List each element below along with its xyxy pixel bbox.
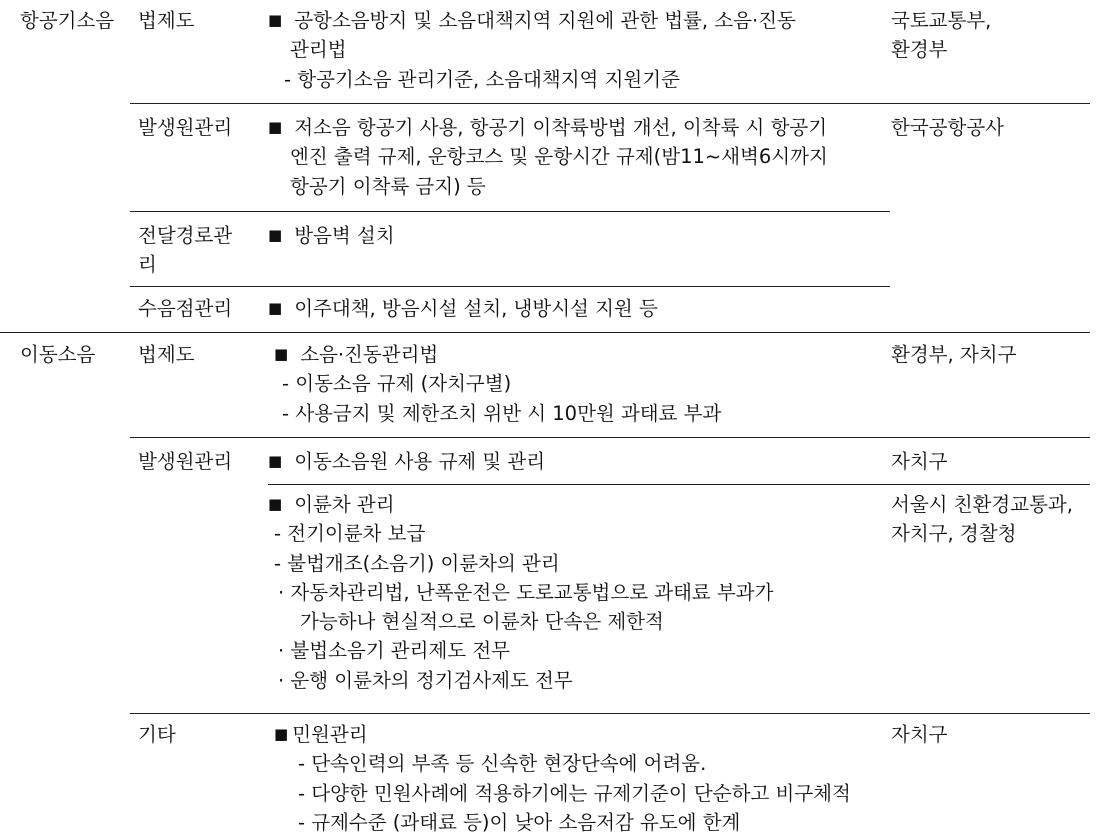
content-aircraft-source: ■ 저소음 항공기 사용, 항공기 이착륙방법 개선, 이착륙 시 항공기 엔진 출력 규제, 운항코스 및 운항시간 규제(밤11~새벽6시까지 항공기 이착륙 금지) 등 xyxy=(268,116,828,198)
category-aircraft-noise: 항공기소음 xyxy=(20,9,115,32)
type-transmission-path: 전달경로관 리 xyxy=(138,224,233,277)
square-bullet-icon: ■ xyxy=(274,345,289,363)
content-mobile-source: ■ 이동소음원 사용 규제 및 관리 xyxy=(268,450,546,473)
agency-aircraft-law: 국토교통부, 환경부 xyxy=(891,9,992,62)
type-source-management: 발생원관리 xyxy=(138,450,233,473)
row-divider xyxy=(130,211,890,212)
row-divider xyxy=(130,437,1090,438)
section-divider xyxy=(0,332,1090,333)
square-bullet-icon: ■ xyxy=(268,299,283,317)
agency-motorcycle: 서울시 친환경교통과, 자치구, 경찰청 xyxy=(891,493,1073,546)
content-aircraft-transmission: ■ 방음벽 설치 xyxy=(268,224,395,247)
row-divider xyxy=(130,286,890,287)
square-bullet-icon: ■ xyxy=(268,118,283,136)
type-receiver-management: 수음점관리 xyxy=(138,297,233,320)
square-bullet-icon: ■ xyxy=(268,226,283,244)
agency-complaint: 자치구 xyxy=(891,723,948,746)
square-bullet-icon: ■ xyxy=(268,495,283,513)
content-aircraft-law: ■ 공항소음방지 및 소음대책지역 지원에 관한 법률, 소음·진동 관리법 - 항공기소음 관리기준, 소음대책지역 지원기준 xyxy=(268,9,796,91)
type-other: 기타 xyxy=(138,723,176,746)
type-source-management: 발생원관리 xyxy=(138,116,233,139)
type-law: 법제도 xyxy=(138,343,195,366)
row-divider xyxy=(268,484,1090,485)
type-law: 법제도 xyxy=(138,9,195,32)
row-divider xyxy=(130,713,1090,714)
category-mobile-noise: 이동소음 xyxy=(20,343,96,366)
content-aircraft-receiver: ■ 이주대책, 방음시설 설치, 냉방시설 지원 등 xyxy=(268,297,658,320)
content-motorcycle-management: ■ 이륜차 관리 - 전기이륜차 보급 - 불법개조(소음기) 이륜차의 관리 · 자동차관리법, 난폭운전은 도로교통법으로 과태료 부과가 가능하나 현실적으로 이륜차 단속은 제한적 · 불법소음기 관리제도 전무 · 운행 이륜차의 정기검사제도 전무 xyxy=(268,493,774,692)
content-mobile-law: ■ 소음·진동관리법 - 이동소음 규제 (자치구별) - 사용금지 및 제한조치 위반 시 10만원 과태료 부과 xyxy=(274,343,722,425)
square-bullet-icon: ■ xyxy=(268,452,283,470)
square-bullet-icon: ■ xyxy=(268,11,283,29)
agency-mobile-law: 환경부, 자치구 xyxy=(891,343,1017,366)
row-divider xyxy=(130,103,1090,104)
agency-mobile-source: 자치구 xyxy=(891,450,948,473)
content-complaint-management: ■ 민원관리 - 단속인력의 부족 등 신속한 현장단속에 어려움. - 다양한 민원사례에 적용하기에는 규제기준이 단순하고 비구체적 - 규제수준 (과태료 등)이 낮아 소음저감 유도에 한계 xyxy=(274,723,851,834)
square-bullet-icon: ■ xyxy=(274,725,289,743)
agency-aircraft-source: 한국공항공사 xyxy=(891,116,1005,139)
